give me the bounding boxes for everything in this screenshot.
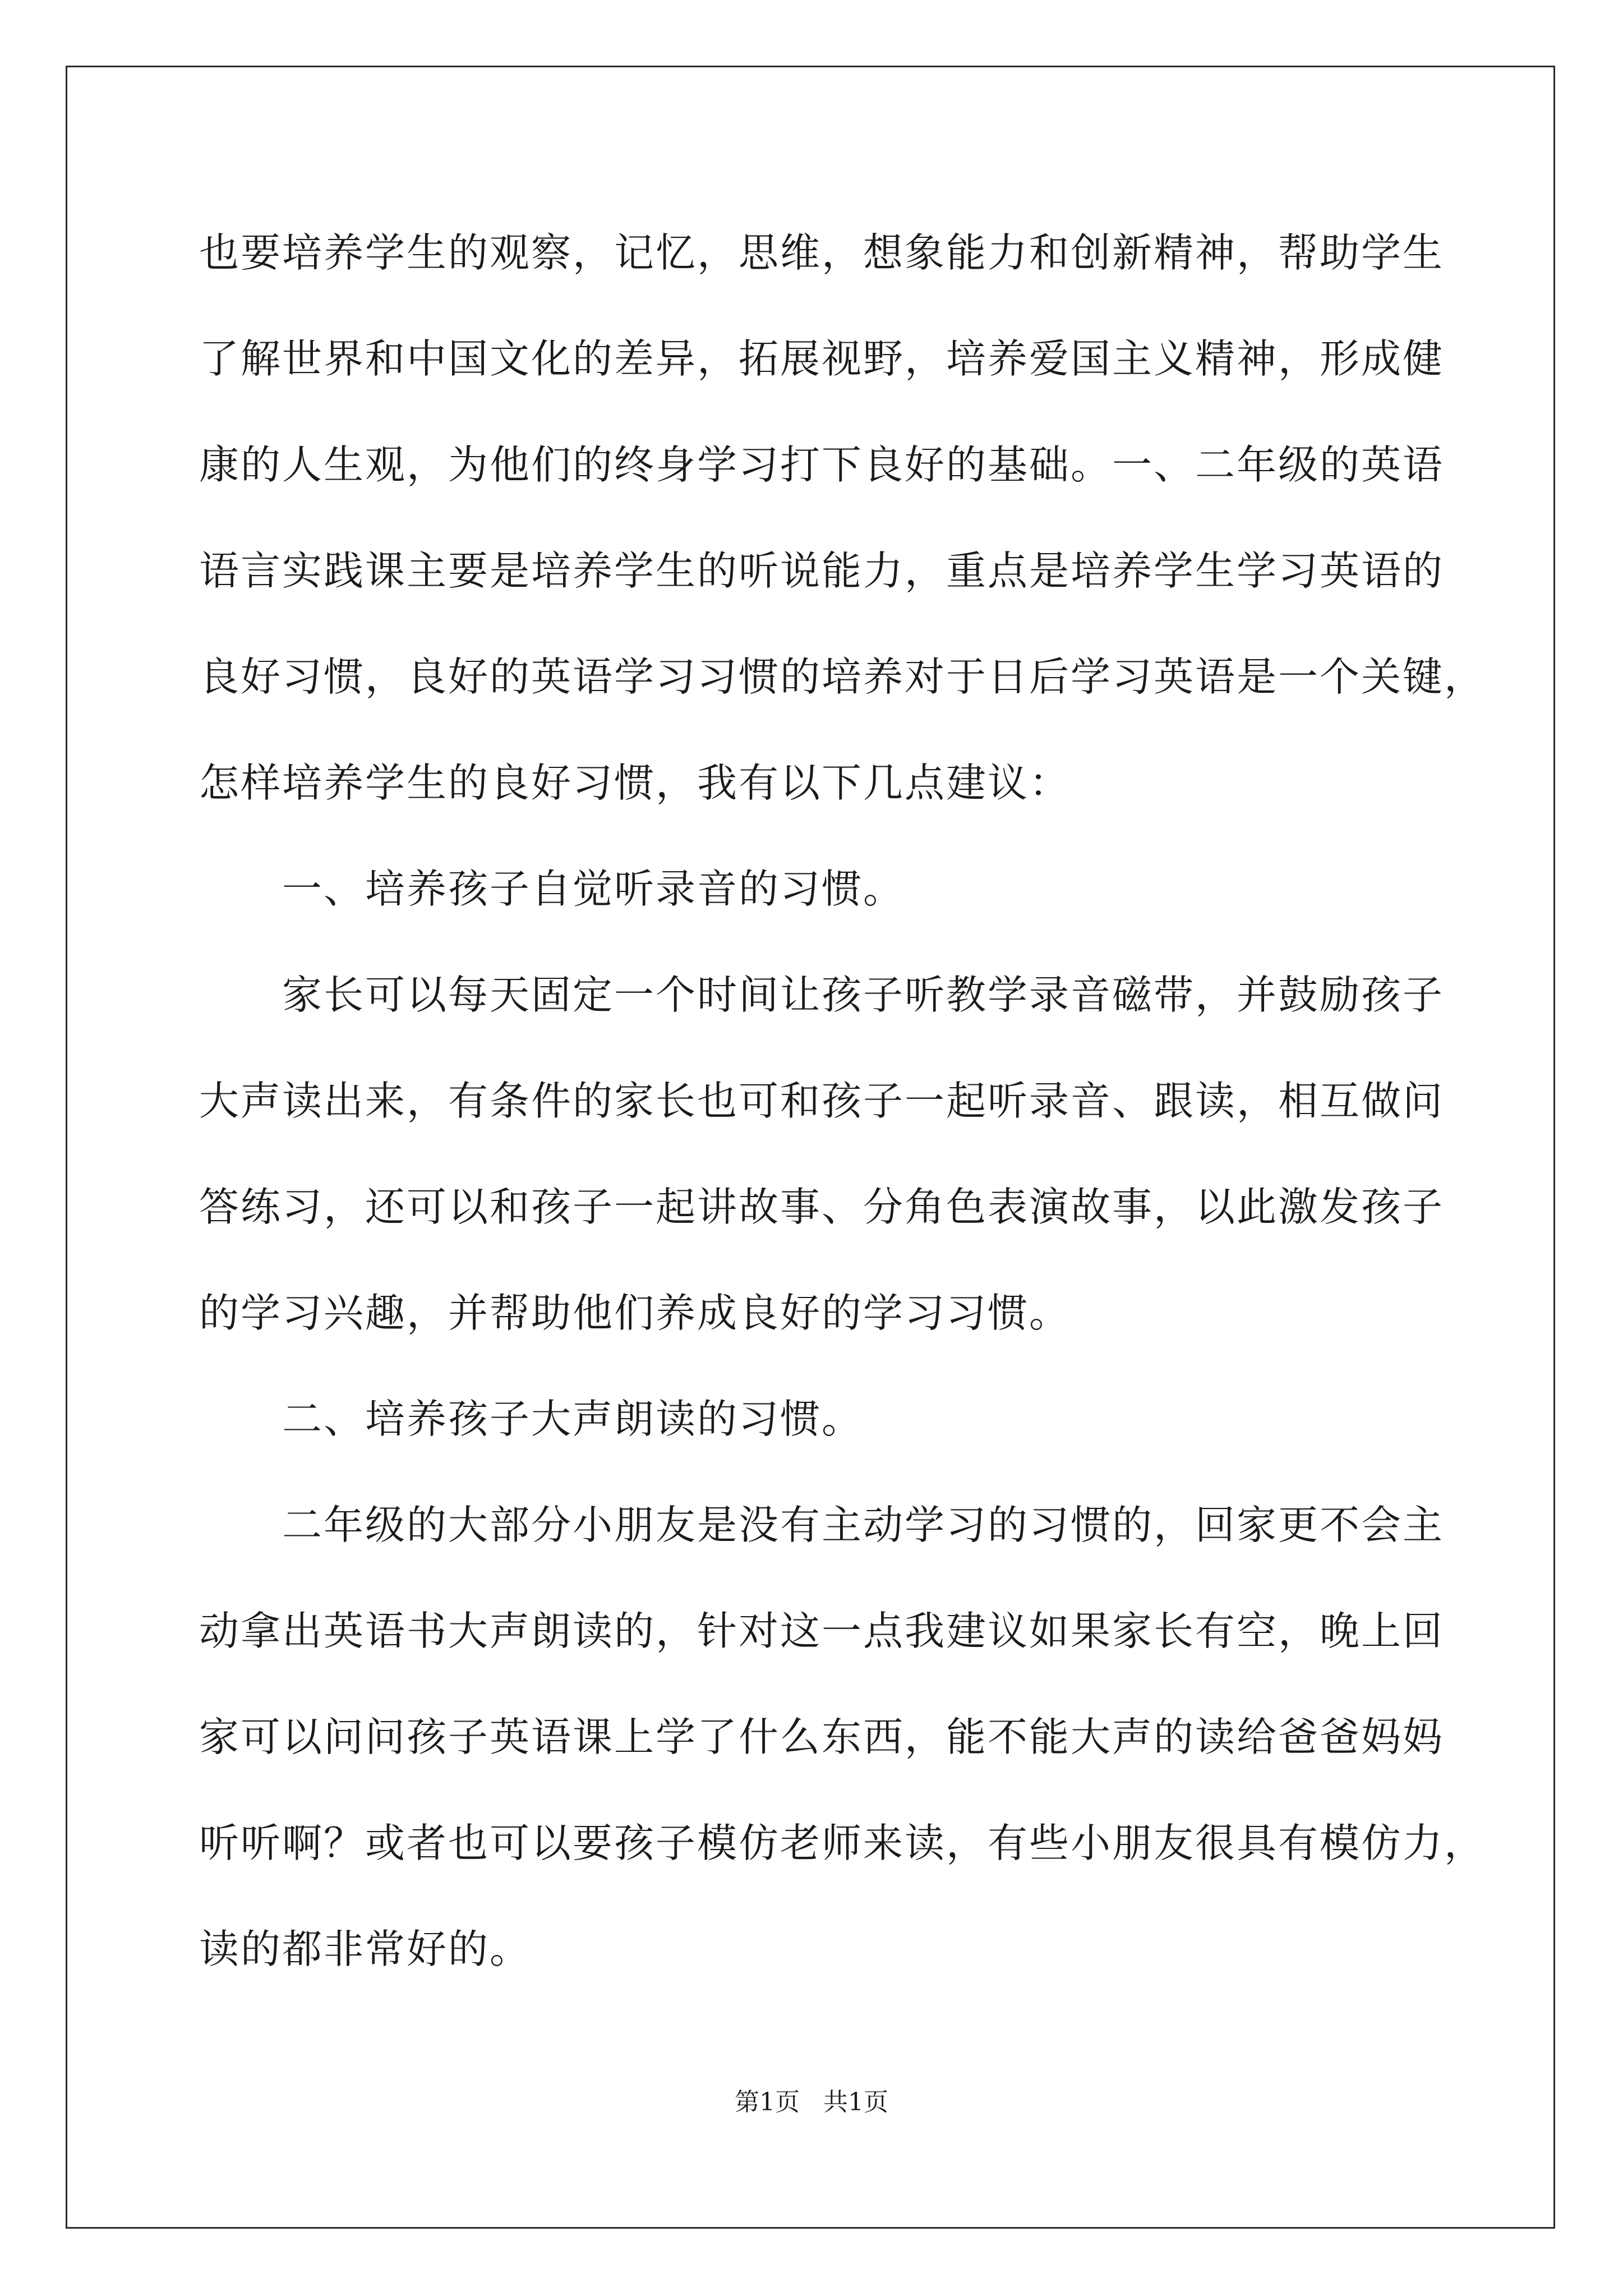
section-heading: 一、培养孩子自觉听录音的习惯。 <box>282 866 905 912</box>
text-line: 怎样培养学生的良好习惯，我有以下几点建议： <box>199 760 1071 806</box>
text-line: 康的人生观，为他们的终身学习打下良好的基础。一、二年级的英语 <box>199 441 1445 488</box>
text-line: 读的都非常好的。 <box>199 1926 532 1972</box>
text-line: 的学习兴趣，并帮助他们养成良好的学习习惯。 <box>199 1290 1071 1336</box>
text-line: 动拿出英语书大声朗读的，针对这一点我建议如果家长有空，晚上回 <box>199 1608 1445 1654</box>
text-line: 也要培养学生的观察，记忆，思维，想象能力和创新精神，帮助学生 <box>199 229 1445 276</box>
text-line: 语言实践课主要是培养学生的听说能力，重点是培养学生学习英语的 <box>199 547 1445 594</box>
text-line: 了解世界和中国文化的差异，拓展视野，培养爱国主义精神，形成健 <box>199 335 1445 382</box>
text-line: 二年级的大部分小朋友是没有主动学习的习惯的，回家更不会主 <box>282 1502 1445 1548</box>
text-line: 良好习惯，良好的英语学习习惯的培养对于日后学习英语是一个关键， <box>199 654 1486 700</box>
page-number-footer: 第1页 共1页 <box>735 2088 888 2116</box>
section-heading: 二、培养孩子大声朗读的习惯。 <box>282 1396 864 1442</box>
text-line: 大声读出来，有条件的家长也可和孩子一起听录音、跟读，相互做问 <box>199 1078 1445 1124</box>
text-line: 家可以问问孩子英语课上学了什么东西，能不能大声的读给爸爸妈妈 <box>199 1714 1445 1760</box>
text-line: 答练习，还可以和孩子一起讲故事、分角色表演故事，以此激发孩子 <box>199 1184 1445 1230</box>
text-line: 家长可以每天固定一个时间让孩子听教学录音磁带，并鼓励孩子 <box>282 972 1445 1018</box>
text-line: 听听啊？或者也可以要孩子模仿老师来读，有些小朋友很具有模仿力， <box>199 1820 1486 1866</box>
